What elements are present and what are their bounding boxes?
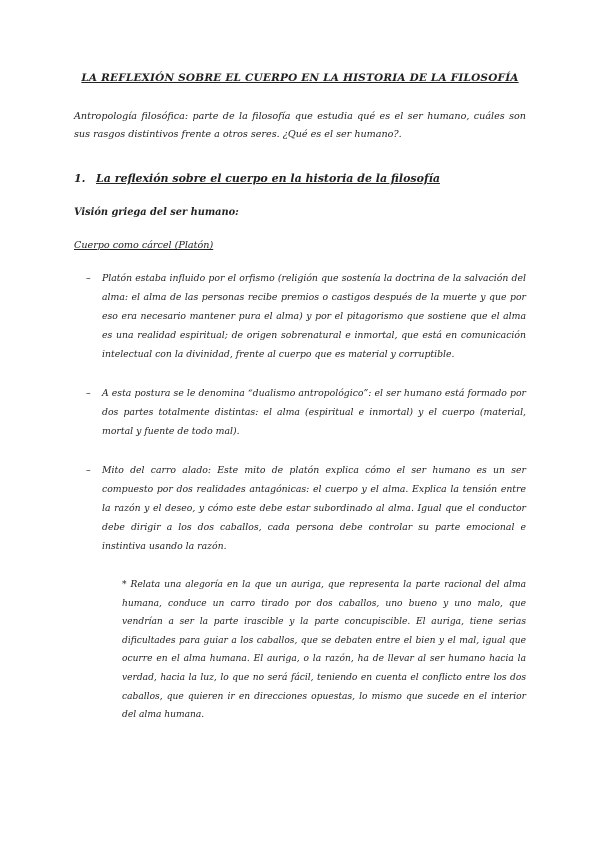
bullet-item: [74, 269, 526, 364]
section-heading: [74, 172, 526, 185]
intro-paragraph: Antropología filosófica: parte de la filosofía que estudia qué es el ser humano, cuáles son sus rasgos distintivos frente a otros seres. ¿Qué es el ser humano?.: [74, 111, 526, 140]
subheading: Visión griega del ser humano:: [74, 207, 239, 218]
bullet-list: [74, 269, 526, 556]
subsubheading: Cuerpo como cárcel (Platón): [74, 240, 214, 251]
section-number: 1.: [74, 172, 86, 185]
bullet-text-mito: Mito del carro alado: Este mito de platón explica cómo el ser humano es un ser compuesto por dos realidades antagónicas: el cuerpo y el alma. Explica la tensión entre la razón y el deseo, y cómo este debe estar subordinado al alma. Igual que el conductor debe dirigir a los dos caballos, cada persona debe controlar su parte emocional e instintiva usando la razón.: [102, 465, 526, 552]
bullet-marker: –: [86, 388, 91, 399]
bullet-item: [74, 461, 526, 556]
footnote-allegory: * Relata una alegoría en la que un auriga, que representa la parte racional del alma humana, conduce un carro tirado por dos caballos, uno bueno y uno malo, que vendrían a ser la parte irascible y la parte concupiscible. El auriga, tiene serias dificultades para guiar a los caballos, que se debaten entre el bien y el mal, igual que ocurre en el alma humana. El auriga, o la razón, ha de llevar al ser humano hacia la verdad, hacia la luz, lo que no será fácil, teniendo en cuenta el conflicto entre los dos caballos, que quieren ir en direcciones opuestas, lo mismo que sucede en el interior del alma humana.: [122, 580, 526, 721]
document-title: LA REFLEXIÓN SOBRE EL CUERPO EN LA HISTORIA DE LA FILOSOFÍA: [81, 72, 519, 84]
section-title: La reflexión sobre el cuerpo en la historia de la filosofía: [96, 172, 440, 185]
bullet-marker: –: [86, 465, 91, 476]
bullet-text-orfismo: Platón estaba influido por el orfismo (religión que sostenía la doctrina de la salvación del alma: el alma de las personas recibe premios o castigos después de la muerte y que por eso era necesario mantener pura el alma) y por el pitagorismo que sostiene que el alma es una realidad espiritual; de origen sobrenatural e inmortal, que está en comunicación intelectual con la divinidad, frente al cuerpo que es material y corruptible.: [102, 273, 526, 360]
bullet-item: [74, 384, 526, 441]
bullet-marker: –: [86, 273, 91, 284]
bullet-text-dualismo: A esta postura se le denomina “dualismo antropológico”: el ser humano está formado por dos partes totalmente distintas: el alma (espiritual e inmortal) y el cuerpo (material, mortal y fuente de todo mal).: [102, 388, 526, 437]
